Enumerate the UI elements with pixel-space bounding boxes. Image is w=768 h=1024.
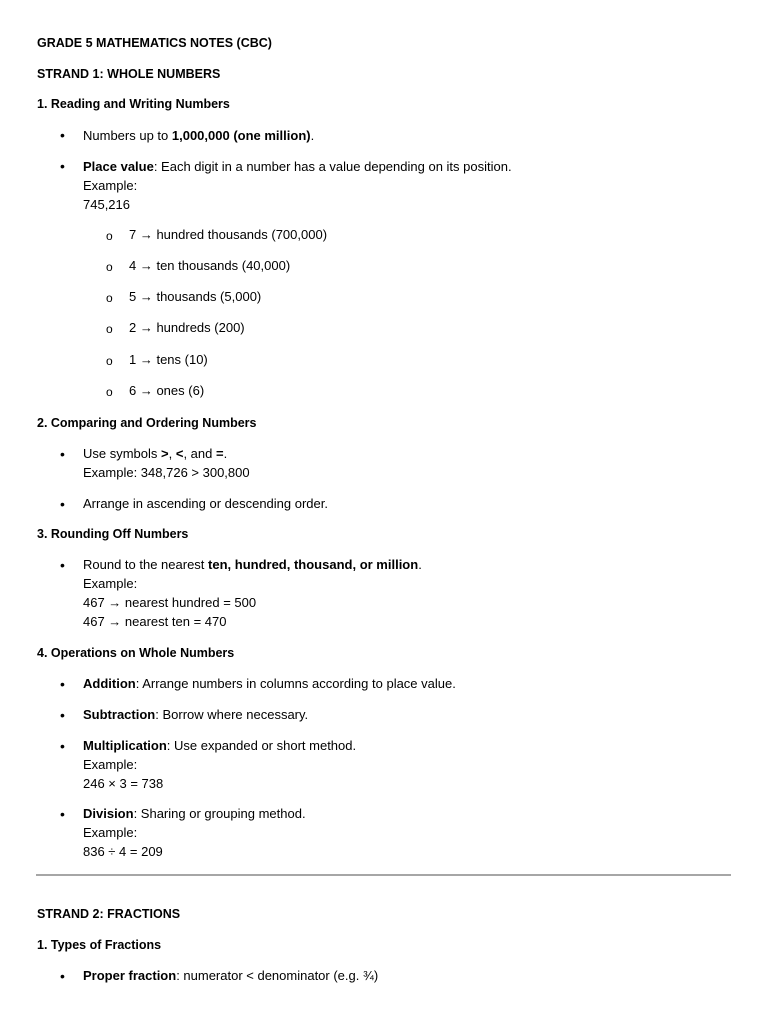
bullet-text: Round to the nearest (83, 557, 209, 572)
bullet-bold-text: Place value (83, 159, 154, 174)
bullet-bold-text: Subtraction (83, 707, 156, 722)
bullet-place-value (83, 157, 512, 214)
bullet-arrange-order: Arrange in ascending or descending order. (83, 496, 328, 511)
sub-bullet-marker: o (106, 260, 113, 274)
place-value-item: 7 → hundred thousands (700,000) (129, 227, 328, 242)
section-rounding-heading: 3. Rounding Off Numbers (37, 527, 189, 541)
sub-bullet-marker: o (106, 385, 113, 399)
sub-bullet-marker: o (106, 354, 113, 368)
bullet-line (83, 444, 250, 463)
place-value-item: 6 → ones (6) (129, 383, 205, 398)
bullet-round-nearest (83, 555, 422, 631)
section-reading-writing-heading: 1. Reading and Writing Numbers (37, 97, 230, 111)
place-value-item: 1 → tens (10) (129, 352, 208, 367)
example-label: Example: (83, 576, 138, 591)
bullet-marker: • (60, 806, 65, 822)
bullet-numbers-up-to (83, 126, 314, 145)
bullet-text: : Sharing or grouping method. (133, 806, 306, 821)
example-line: 836 ÷ 4 = 209 (83, 844, 163, 859)
document-title: GRADE 5 MATHEMATICS NOTES (CBC) (37, 36, 272, 50)
bullet-marker: • (60, 676, 65, 692)
example-line: 467 → nearest ten = 470 (83, 614, 227, 629)
place-value-item: 4 → ten thousands (40,000) (129, 258, 291, 273)
bullet-line (83, 157, 512, 176)
strand2-heading: STRAND 2: FRACTIONS (37, 907, 181, 921)
section-operations-heading: 4. Operations on Whole Numbers (37, 646, 235, 660)
bullet-marker: • (60, 158, 65, 174)
bullet-line (83, 804, 306, 823)
bullet-bold-text: Proper fraction (83, 968, 177, 983)
bullet-subtraction (83, 705, 308, 724)
symbol-equal: = (215, 446, 224, 461)
bullet-text: : numerator < denominator (e.g. ¾) (176, 968, 379, 983)
bullet-text: . (418, 557, 422, 572)
bullet-line (83, 555, 422, 574)
sub-bullet-marker: o (106, 322, 113, 336)
bullet-text: . (310, 128, 315, 143)
example-label: Example: (83, 825, 138, 840)
sub-bullet-marker: o (106, 229, 113, 243)
bullet-bold-text: ten, hundred, thousand, or million (208, 557, 419, 572)
horizontal-divider (36, 874, 731, 876)
bullet-text: Numbers up to (83, 128, 172, 143)
bullet-use-symbols (83, 444, 250, 482)
bullet-marker: • (60, 446, 65, 462)
bullet-text: : Arrange numbers in columns according to place value. (135, 676, 456, 691)
symbol-greater: > (161, 446, 169, 461)
example-number: 745,216 (83, 197, 130, 212)
example-label: Example: (83, 757, 138, 772)
example-line: 467 → nearest hundred = 500 (83, 595, 257, 610)
place-value-item: 5 → thousands (5,000) (129, 289, 262, 304)
bullet-text: , and (183, 446, 216, 461)
bullet-bold-text: Division (83, 806, 134, 821)
bullet-bold-text: 1,000,000 (one million) (171, 128, 311, 143)
bullet-text: : Use expanded or short method. (166, 738, 357, 753)
example-line: Example: 348,726 > 300,800 (83, 465, 250, 480)
bullet-division (83, 804, 306, 861)
example-line: 246 × 3 = 738 (83, 776, 164, 791)
symbol-less: < (175, 446, 184, 461)
bullet-text: , (168, 446, 176, 461)
example-label: Example: (83, 178, 138, 193)
bullet-marker: • (60, 127, 65, 143)
bullet-marker: • (60, 557, 65, 573)
section-comparing-heading: 2. Comparing and Ordering Numbers (37, 416, 257, 430)
bullet-marker: • (60, 968, 65, 984)
strand1-heading: STRAND 1: WHOLE NUMBERS (37, 67, 221, 81)
bullet-marker: • (60, 738, 65, 754)
bullet-bold-text: Multiplication (83, 738, 167, 753)
place-value-item: 2 → hundreds (200) (129, 320, 245, 335)
bullet-addition (83, 674, 456, 693)
section-types-fractions-heading: 1. Types of Fractions (37, 938, 162, 952)
bullet-text: : Each digit in a number has a value depending on its position. (153, 159, 512, 174)
bullet-proper-fraction (83, 966, 378, 985)
bullet-marker: • (60, 496, 65, 512)
bullet-text: : Borrow where necessary. (155, 707, 309, 722)
sub-bullet-marker: o (106, 291, 113, 305)
bullet-text: Use symbols (83, 446, 162, 461)
bullet-multiplication (83, 736, 356, 793)
bullet-line (83, 736, 356, 755)
bullet-marker: • (60, 707, 65, 723)
bullet-bold-text: Addition (83, 676, 136, 691)
bullet-text: . (223, 446, 228, 461)
